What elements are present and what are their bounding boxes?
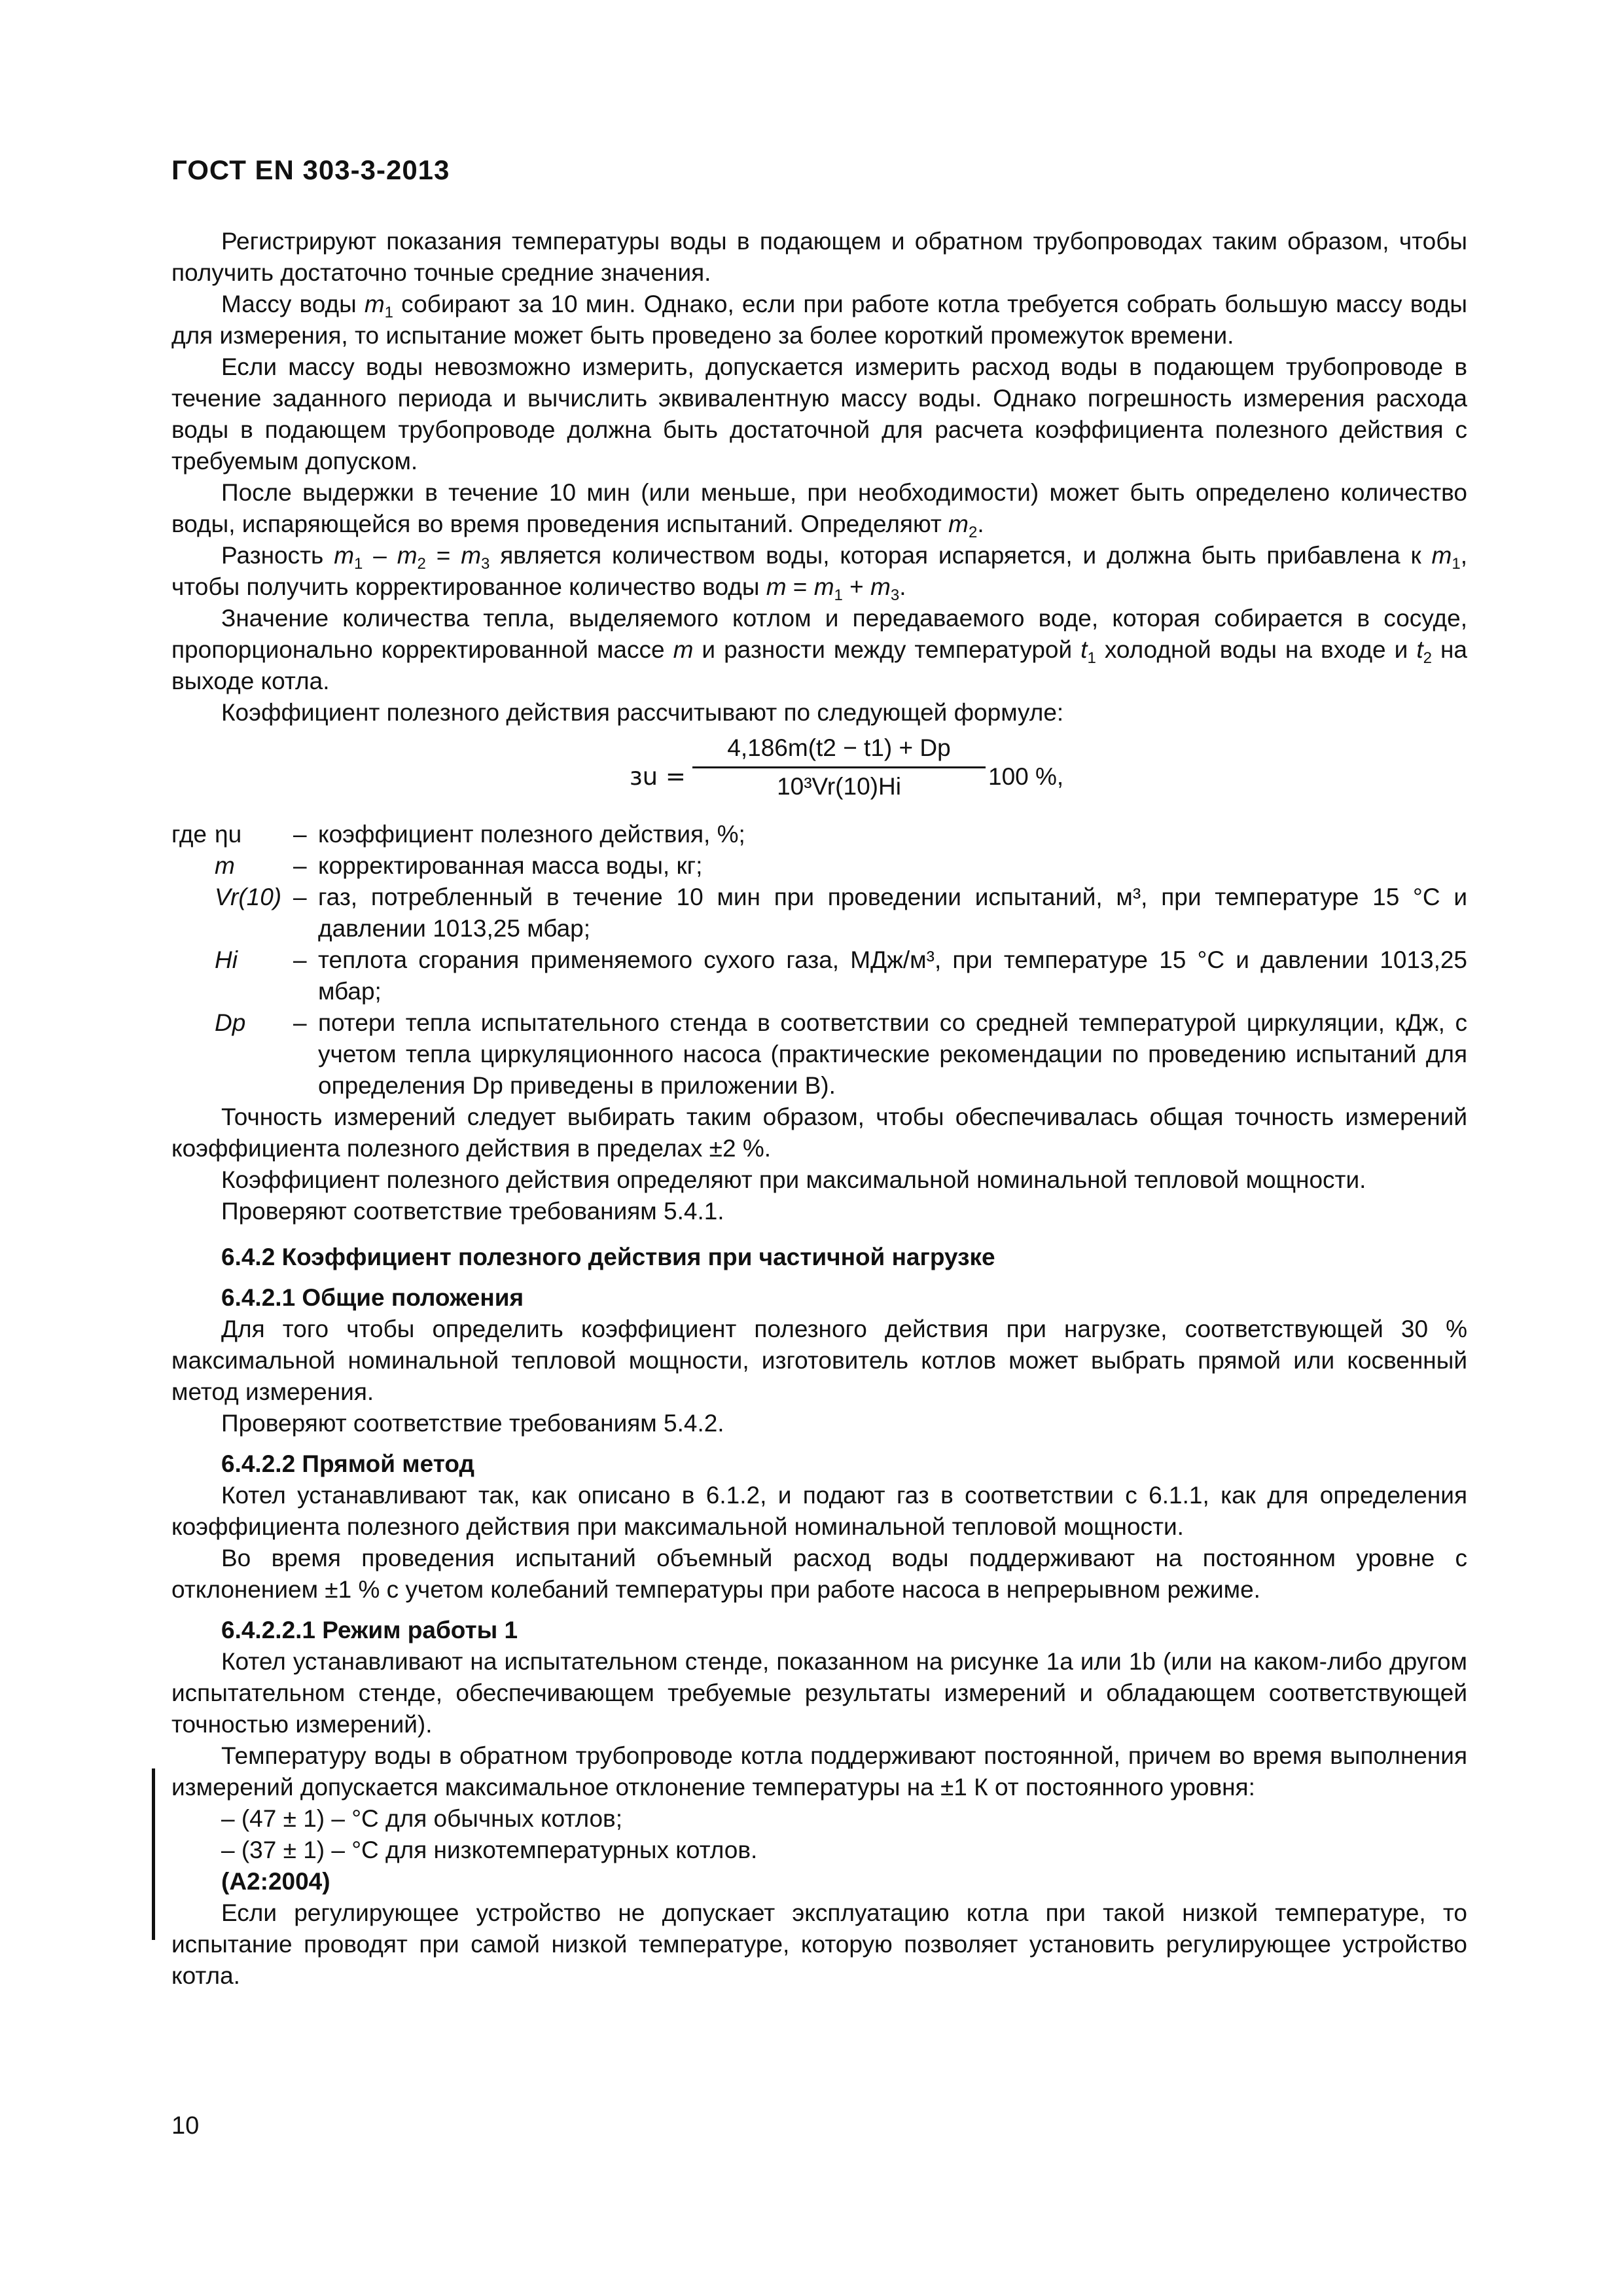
paragraph: Точность измерений следует выбирать таким образом, чтобы обеспечивалась общая точность измерений коэффициента полезного действия в пределах ±2 %. xyxy=(171,1103,1467,1162)
definition-text: потери тепла испытательного стенда в соответствии со средней температурой циркуляции, кДж, с учетом тепла циркуляционного насоса (практические рекомендации по проведению испытаний для определения Dp приведены в приложении В). xyxy=(318,1009,1467,1099)
definition-symbol: ηu xyxy=(215,821,242,848)
where-label: где xyxy=(171,821,207,848)
paragraph: Во время проведения испытаний объемный расход воды поддерживают на постоянном уровне с отклонением ±1 % с учетом колебаний температуры при работе насоса в непрерывном режиме. xyxy=(171,1545,1467,1603)
definition-text: коэффициент полезного действия, %; xyxy=(318,821,745,848)
definition-symbol: Vr(10) xyxy=(215,884,282,910)
list-item: – (47 ± 1) – °С для обычных котлов; xyxy=(221,1805,622,1832)
symbol-definitions xyxy=(171,819,1467,1102)
formula-rhs: 100 %, xyxy=(988,763,1064,790)
definition-row: Dp – потери тепла испытательного стенда в соответствии со средней температурой циркуляции, кДж, с учетом тепла циркуляционного насоса (практические рекомендации по проведению испытаний для определения Dp приведены в приложении В). xyxy=(171,1007,1467,1102)
formula-numerator: 4,186m(t2 − t1) + Dp xyxy=(727,734,951,761)
definition-row: m – корректированная масса воды, кг; xyxy=(171,850,1467,882)
definition-text: теплота сгорания применяемого сухого газа, МДж/м³, при температуре 15 °С и давлении 1013,25 мбар; xyxy=(318,946,1467,1005)
paragraph: Коэффициент полезного действия определяют при максимальной номинальной тепловой мощности. xyxy=(221,1166,1366,1193)
formula-fraction xyxy=(688,732,990,802)
subsection-heading: 6.4.2.2 Прямой метод xyxy=(221,1450,474,1477)
paragraph: Массу воды $m_1$ собирают за 10 мин. Однако, если при работе котла требуется собрать большую массу воды для измерения, то испытание может быть проведено за более короткий промежуток времени. xyxy=(171,291,1467,349)
amendment-reference: (A2:2004) xyxy=(221,1868,330,1895)
definition-row: Hi – теплота сгорания применяемого сухого газа, МДж/м³, при температуре 15 °С и давлении 1013,25 мбар; xyxy=(171,944,1467,1007)
definition-symbol: Dp xyxy=(215,1009,246,1036)
paragraph: Температуру воды в обратном трубопроводе котла поддерживают постоянной, причем во время выполнения измерений допускается максимальное отклонение температуры на ±1 К от постоянного уровня: xyxy=(171,1742,1467,1801)
paragraph: Значение количества тепла, выделяемого котлом и передаваемого воде, которая собирается в сосуде, пропорционально корректированной массе m и разности между температурой $t_1$ холодной воды на входе и $t_2$ на выходе котла. xyxy=(171,605,1467,694)
revision-change-bar xyxy=(152,1768,155,1940)
document-body xyxy=(171,226,1467,1992)
page-header-standard-title: ГОСТ EN 303-3-2013 xyxy=(171,154,450,185)
paragraph: Если регулирующее устройство не допускает эксплуатацию котла при такой низкой температуре, то испытание проводят при самой низкой температуре, которую позволяет установить регулирующее устройство котла. xyxy=(171,1899,1467,1989)
paragraph: Разность $m_1 - m_2 = m_3$ является количеством воды, которая испаряется, и должна быть прибавлена к $m_1$, чтобы получить корректированное количество воды $m = m_1 + m_3$. xyxy=(171,542,1468,604)
definition-symbol: Hi xyxy=(215,946,238,973)
paragraph: Для того чтобы определить коэффициент полезного действия при нагрузке, соответствующей 30 % максимальной номинальной тепловой мощности, изготовитель котлов может выбрать прямой или косвенный метод измерения. xyxy=(171,1316,1467,1405)
subsection-heading: 6.4.2.1 Общие положения xyxy=(221,1284,524,1311)
efficiency-formula xyxy=(171,732,1467,814)
paragraph: Проверяют соответствие требованиям 5.4.1. xyxy=(221,1198,724,1225)
section-heading: 6.4.2 Коэффициент полезного действия при частичной нагрузке xyxy=(221,1244,995,1270)
paragraph: Регистрируют показания температуры воды в подающем и обратном трубопроводах таким образом, чтобы получить достаточно точные средние значения. xyxy=(171,228,1467,286)
subsection-heading: 6.4.2.2.1 Режим работы 1 xyxy=(221,1617,518,1643)
definition-text: корректированная масса воды, кг; xyxy=(318,852,703,879)
formula-lhs: ɜu = xyxy=(630,762,686,791)
paragraph: Котел устанавливают так, как описано в 6.1.2, и подают газ в соответствии с 6.1.1, как для определения коэффициента полезного действия при максимальной номинальной тепловой мощности. xyxy=(171,1482,1467,1540)
definition-row: где ηu – коэффициент полезного действия, %; xyxy=(171,819,1467,850)
formula-denominator: 10³Vr(10)Hi xyxy=(777,773,901,800)
paragraph: Котел устанавливают на испытательном стенде, показанном на рисунке 1а или 1b (или на каком-либо другом испытательном стенде, обеспечивающем требуемые результаты измерений и обладающем соответствующей точностью измерений). xyxy=(171,1648,1467,1738)
paragraph: Если массу воды невозможно измерить, допускается измерить расход воды в подающем трубопроводе в течение заданного периода и вычислить эквивалентную массу воды. Однако погрешность измерения расхода воды в подающем трубопроводе должна быть достаточной для расчета коэффициента полезного действия с требуемым допуском. xyxy=(171,353,1467,475)
list-item: – (37 ± 1) – °С для низкотемпературных котлов. xyxy=(221,1837,758,1863)
definition-row: Vr(10) – газ, потребленный в течение 10 мин при проведении испытаний, м³, при температуре 15 °С и давлении 1013,25 мбар; xyxy=(171,882,1467,944)
paragraph: После выдержки в течение 10 мин (или меньше, при необходимости) может быть определено количество воды, испаряющейся во время проведения испытаний. Определяют $m_2$. xyxy=(171,479,1467,541)
definition-text: газ, потребленный в течение 10 мин при проведении испытаний, м³, при температуре 15 °С и давлении 1013,25 мбар; xyxy=(318,884,1467,942)
paragraph: Проверяют соответствие требованиям 5.4.2. xyxy=(221,1410,724,1437)
page-number: 10 xyxy=(171,2112,200,2140)
definition-symbol: m xyxy=(215,852,235,879)
paragraph: Коэффициент полезного действия рассчитывают по следующей формуле: xyxy=(221,699,1064,726)
